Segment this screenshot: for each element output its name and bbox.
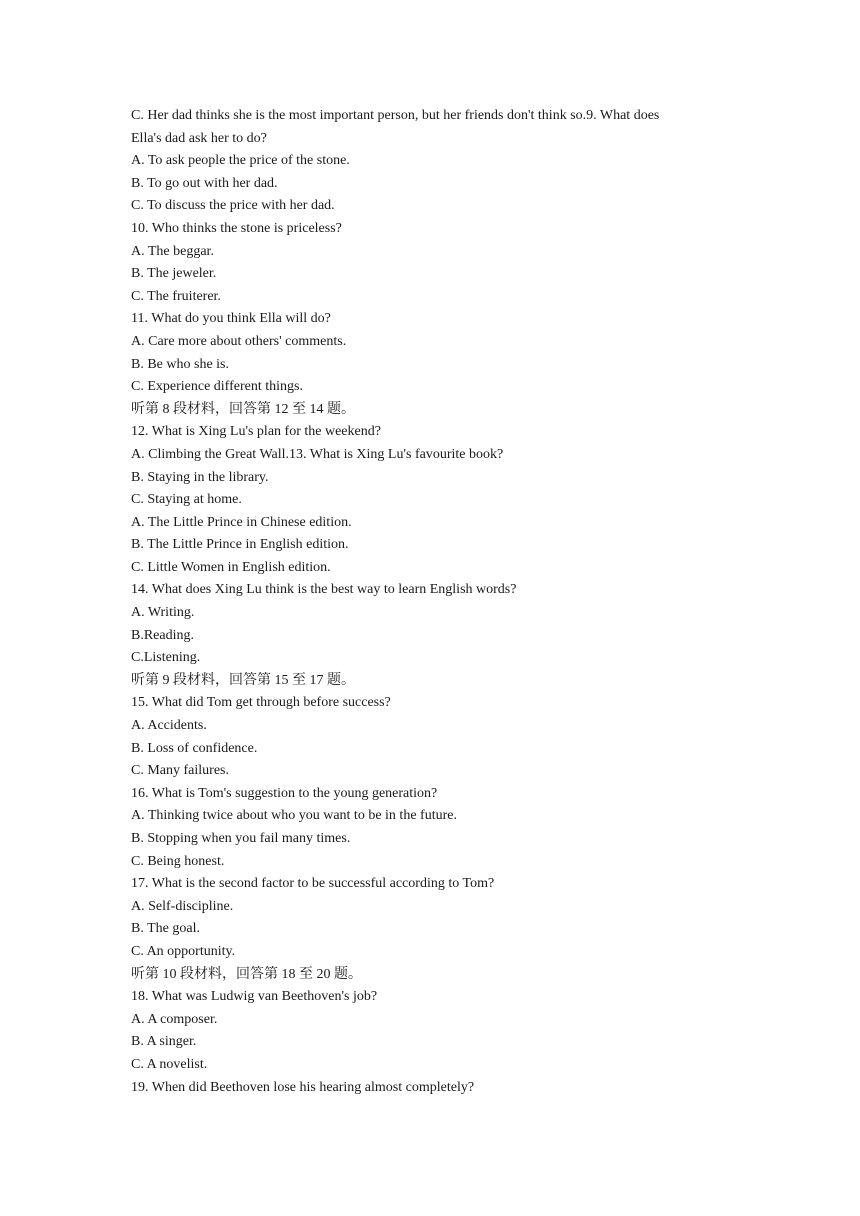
text-line: C. A novelist. [131, 1056, 208, 1072]
text-line: A. Thinking twice about who you want to be in the future. [131, 808, 457, 824]
text-line: C.Listening. [131, 650, 201, 666]
text-line: 11. What do you think Ella will do? [131, 311, 331, 327]
text-line: B. A singer. [131, 1034, 197, 1050]
text-line: 19. When did Beethoven lose his hearing almost completely? [131, 1079, 475, 1095]
text-line: 10. Who thinks the stone is priceless? [131, 220, 342, 236]
text-line: B. The goal. [131, 921, 200, 937]
text-line: 听第 9 段材料，回答第 15 至 17 题。 [131, 672, 355, 688]
text-line: 15. What did Tom get through before success? [131, 695, 391, 711]
text-line: C. Many failures. [131, 763, 229, 779]
text-line: A. Accidents. [131, 718, 207, 734]
text-line: 17. What is the second factor to be successful according to Tom? [131, 876, 495, 892]
text-line: B. Be who she is. [131, 356, 229, 372]
text-line: B. Loss of confidence. [131, 740, 258, 756]
text-line: A. Care more about others' comments. [131, 333, 347, 349]
text-line: 18. What was Ludwig van Beethoven's job? [131, 989, 378, 1005]
text-line: 听第 8 段材料，回答第 12 至 14 题。 [131, 401, 355, 417]
text-line: C. Her dad thinks she is the most important person, but her friends don't think so.9. What does [131, 108, 660, 123]
text-line: A. The Little Prince in Chinese edition. [131, 514, 352, 530]
text-line: Ella's dad ask her to do? [131, 130, 267, 146]
text-line: 14. What does Xing Lu think is the best way to learn English words? [131, 582, 517, 598]
text-line: B. The Little Prince in English edition. [131, 537, 349, 553]
text-line: C. The fruiterer. [131, 288, 221, 304]
text-line: C. Being honest. [131, 853, 225, 869]
document-text [131, 105, 731, 1099]
text-line: B. The jeweler. [131, 266, 217, 282]
text-line: A. Climbing the Great Wall.13. What is Xing Lu's favourite book? [131, 446, 504, 462]
text-line: A. To ask people the price of the stone. [131, 153, 350, 169]
text-line: C. Experience different things. [131, 379, 303, 395]
text-line: A. Writing. [131, 605, 195, 621]
text-line: B. Stopping when you fail many times. [131, 831, 351, 846]
text-line: C. Staying at home. [131, 492, 242, 508]
text-line: B. To go out with her dad. [131, 175, 278, 191]
text-line: C. Little Women in English edition. [131, 559, 331, 575]
text-line: B.Reading. [131, 627, 194, 643]
text-line: A. A composer. [131, 1011, 218, 1027]
text-line: 16. What is Tom's suggestion to the young generation? [131, 785, 438, 801]
text-line: A. The beggar. [131, 243, 214, 259]
text-line: 12. What is Xing Lu's plan for the weekend? [131, 424, 381, 440]
text-line: C. An opportunity. [131, 943, 236, 959]
text-line: C. To discuss the price with her dad. [131, 198, 335, 214]
text-line: A. Self-discipline. [131, 898, 234, 914]
text-line: 听第 10 段材料，回答第 18 至 20 题。 [131, 966, 362, 982]
text-line: B. Staying in the library. [131, 469, 269, 485]
